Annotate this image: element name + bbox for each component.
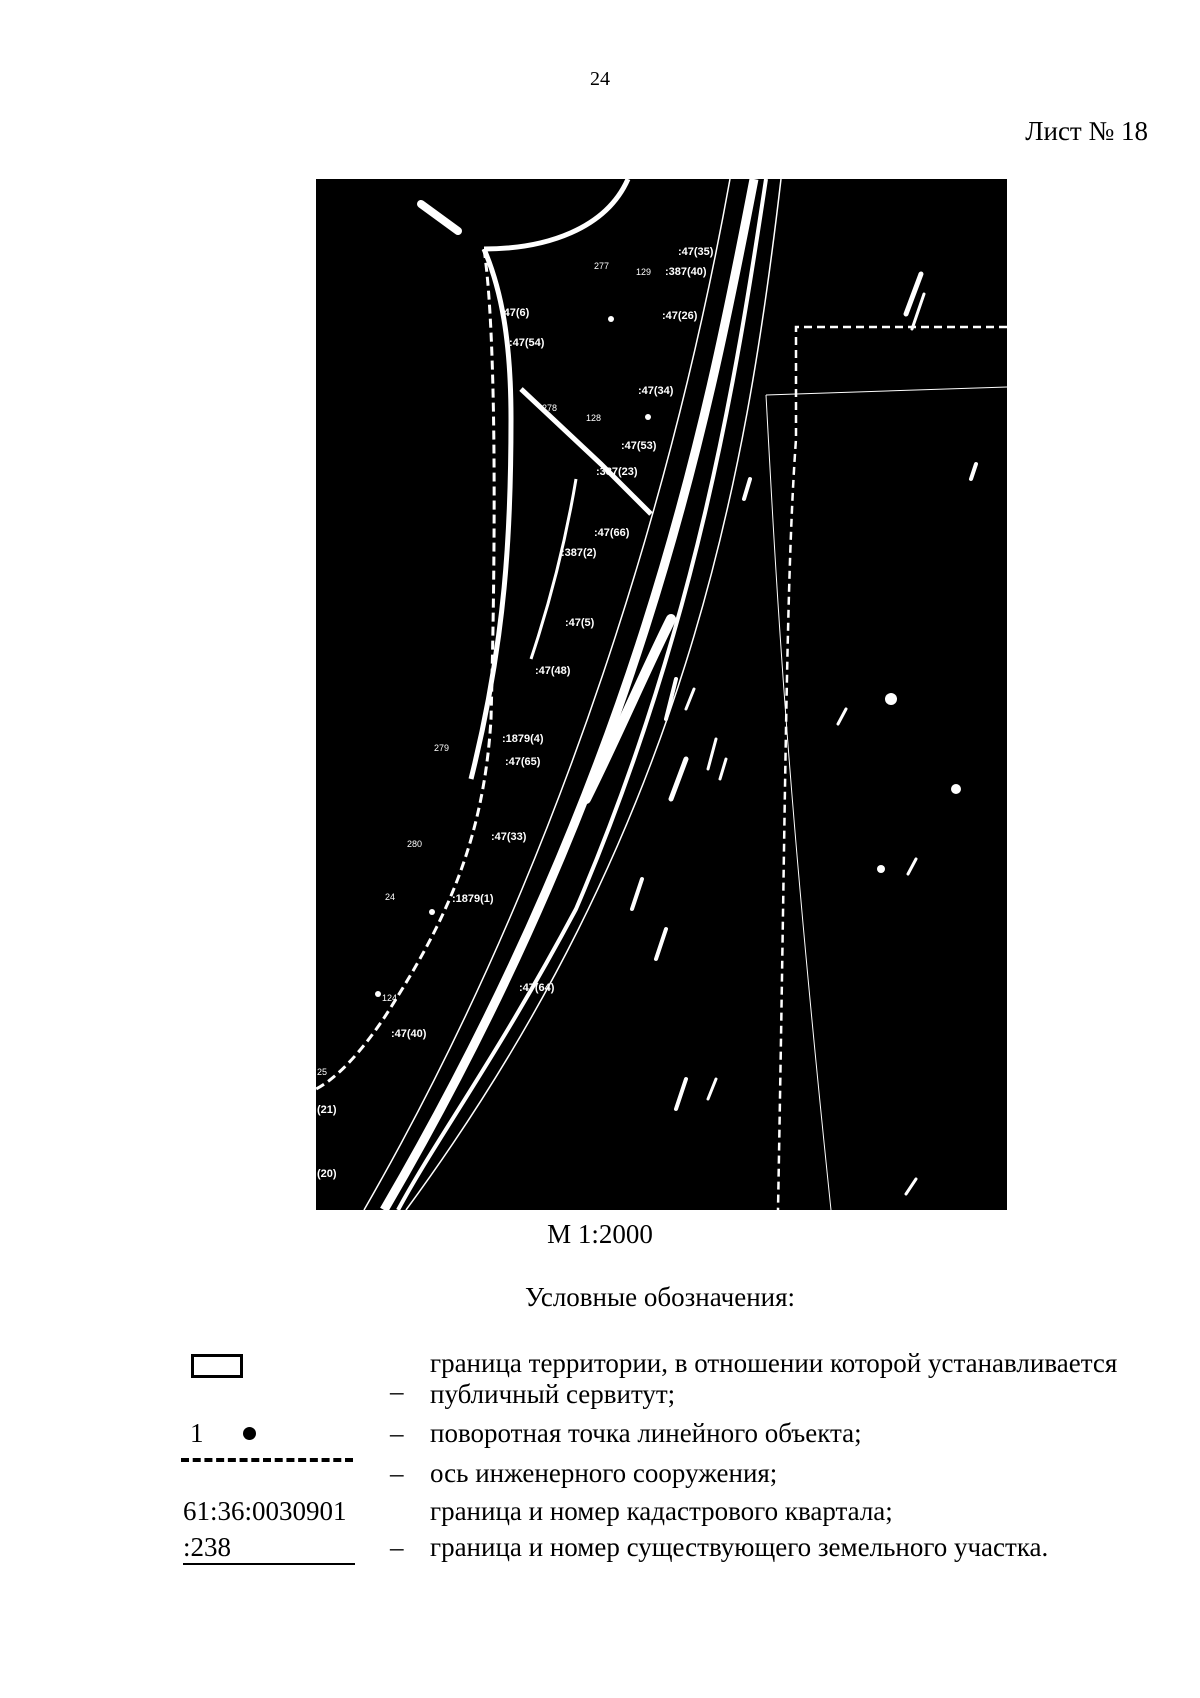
map-scale: М 1:2000 xyxy=(547,1219,653,1249)
turn-point-marker xyxy=(429,909,435,915)
map-speck xyxy=(908,859,916,874)
road-line-secondary xyxy=(398,179,766,1210)
map-canvas xyxy=(316,179,1007,1210)
legend-item-axis xyxy=(0,1458,1200,1492)
servitude-boundary-east xyxy=(778,327,1007,1210)
map-speck xyxy=(645,414,651,420)
legend-text: граница и номер существующего земельного участка. xyxy=(430,1532,1049,1562)
land-parcel-symbol: :238 xyxy=(183,1532,355,1565)
legend-dash: – xyxy=(390,1418,404,1448)
point-label: 277 xyxy=(594,261,610,271)
parcel-label: :47(34) xyxy=(638,385,674,397)
parcel-label: :47(35) xyxy=(678,246,714,258)
legend-text: ось инженерного сооружения; xyxy=(430,1458,778,1488)
point-label: 128 xyxy=(586,413,602,423)
parcel-label: :47(53) xyxy=(621,440,657,452)
point-label: 25 xyxy=(317,1067,328,1077)
map-speck xyxy=(906,1179,916,1194)
servitude-boundary-symbol xyxy=(191,1354,243,1378)
legend-dash: – xyxy=(390,1458,404,1488)
parcel-label: :1879(4) xyxy=(502,733,544,745)
point-number-label: 1 xyxy=(190,1418,204,1448)
sheet-label: Лист № 18 xyxy=(1025,116,1148,146)
point-label: 279 xyxy=(434,743,450,753)
legend-dash: – xyxy=(390,1376,404,1406)
map-speck xyxy=(877,865,885,873)
map-speck xyxy=(676,1079,686,1109)
parcel-label: :47(64) xyxy=(519,982,555,994)
parcel-label: :1879(1) xyxy=(452,893,494,905)
cadastral-map xyxy=(316,179,1007,1210)
page-number: 24 xyxy=(590,68,610,90)
legend-item-turn-point xyxy=(0,1418,1200,1452)
map-speck xyxy=(885,693,897,705)
parcel-label: :47(6) xyxy=(500,307,530,319)
parcel-label: :47(40) xyxy=(391,1028,427,1040)
parcel-label: :47(54) xyxy=(509,337,545,349)
map-speck xyxy=(671,759,686,799)
engineering-axis-symbol xyxy=(181,1458,353,1462)
map-speck xyxy=(686,689,694,709)
point-label: 129 xyxy=(636,267,652,277)
legend-item-servitude-boundary xyxy=(0,1348,1200,1412)
parcel-label: :47(66) xyxy=(594,527,630,539)
turn-point-marker xyxy=(375,991,381,997)
road-north xyxy=(484,179,628,249)
legend-item-land-parcel xyxy=(0,1532,1200,1566)
servitude-boundary-west xyxy=(316,249,494,1089)
map-speck xyxy=(632,879,642,909)
quarter-boundary-line xyxy=(766,387,1007,395)
map-speck xyxy=(656,929,666,959)
parcel-label: :387(2) xyxy=(561,547,597,559)
point-label: 280 xyxy=(407,839,423,849)
parcel-label: :47(33) xyxy=(491,831,527,843)
parcel-boundary-line xyxy=(766,395,831,1210)
map-speck xyxy=(971,464,976,479)
legend-text: граница территории, в отношении которой устанавливается публичный сервитут; xyxy=(430,1348,1118,1409)
point-label: 278 xyxy=(542,403,558,413)
parcel-label: :47(65) xyxy=(505,756,541,768)
map-speck xyxy=(720,759,726,779)
parcel-label: (20) xyxy=(317,1168,337,1180)
parcel-label: :47(48) xyxy=(535,665,571,677)
legend-item-cadastral-quarter xyxy=(0,1496,1200,1530)
parcel-label: (21) xyxy=(317,1104,337,1116)
parcel-label: :387(23) xyxy=(596,466,638,478)
parcel-label: :47(5) xyxy=(565,617,595,629)
turn-point-dot xyxy=(243,1427,256,1440)
cadastral-quarter-symbol: 61:36:0030901 xyxy=(183,1496,347,1526)
legend-title: Условные обозначения: xyxy=(524,1282,796,1312)
map-speck xyxy=(608,316,614,322)
road-branch xyxy=(531,479,576,659)
map-speck xyxy=(708,1079,716,1099)
map-speck xyxy=(744,479,750,499)
legend-text: граница и номер кадастрового квартала; xyxy=(430,1496,893,1526)
parcel-label: :387(40) xyxy=(665,266,707,278)
road-stub xyxy=(421,204,458,231)
map-speck xyxy=(708,739,716,769)
point-label: 124 xyxy=(382,993,398,1003)
legend-text: поворотная точка линейного объекта; xyxy=(430,1418,862,1448)
parcel-label: :47(26) xyxy=(662,310,698,322)
map-speck xyxy=(838,709,846,724)
map-speck xyxy=(951,784,961,794)
legend-dash: – xyxy=(390,1532,404,1562)
point-label: 24 xyxy=(385,892,396,902)
